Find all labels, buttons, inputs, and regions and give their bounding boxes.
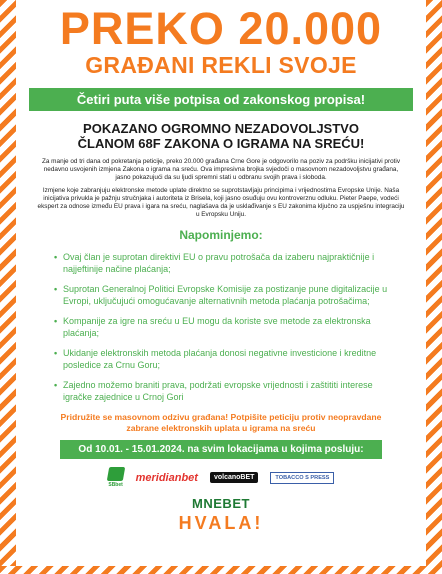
remarks-list-item: • Ovaj član je suprotan direktivi EU o pravu potrošača da izaberu najpraktičnije i najjeftinije načine plaćanja;	[54, 252, 394, 275]
call-to-action: Pridružite se masovnom odzivu građana! Potpišite peticiju protiv neopravdane zabrane elektronskih uplata u igrama na sreću	[60, 412, 382, 433]
meridianbet-logo: meridianbet	[135, 471, 198, 484]
sbbet-logo	[108, 467, 124, 488]
intro-title	[24, 121, 418, 151]
subheadline: GRAĐANI REKLI SVOJE	[85, 52, 357, 78]
poster-content	[24, 0, 418, 566]
intro-title-line1: POKAZANO OGROMNO NEZADOVOLJSTVO	[83, 121, 359, 136]
left-stripe-border	[0, 0, 16, 574]
remarks-list	[54, 252, 394, 403]
remarks-title: Napominjemo:	[179, 228, 263, 243]
remarks-list-item: • Zajedno možemo braniti prava, podržati evropske vrijednosti i zaštititi interese igračke zajednice u Crnoj Gori	[54, 380, 394, 403]
sbbet-logo-icon	[106, 467, 124, 481]
right-stripe-border	[426, 0, 442, 574]
remarks-list-item: • Suprotan Generalnoj Politici Evropske Komisije za postizanje pune digitalizacije u Evropi, uključujući omogućavanje alternativnih metoda plaćanja potrošačima;	[54, 284, 394, 307]
volcanobet-logo: volcanoBET	[210, 472, 258, 483]
thanks-text: HVALA!	[178, 513, 264, 534]
mnebet-logo: MNEBET	[192, 496, 250, 512]
headline: PREKO 20.000	[59, 3, 383, 54]
partner-logos	[24, 467, 418, 488]
tobacco-press-logo: TOBACCO S PRESS	[270, 472, 334, 484]
bottom-stripe-border	[0, 566, 442, 574]
intro-paragraph-2: Izmjene koje zabranjuju elektronske metode uplate direktno se suprotstavljaju principima i vrijednostima Evropske Unije. Naša inicijativa privukla je pažnju stručnjaka i autoriteta iz Brisela, koji jasno osuđuju ovu kontroverznu odluku. Pieter Paepe, vodeći ekspert za odnose između EU prava i igara na sreću, naglašava da je usklađivanje s EU zakonima ključno za uspješnu integraciju u Evropsku Uniju.	[37, 186, 405, 219]
date-banner: Od 10.01. - 15.01.2024. na svim lokacijama u kojima posluju:	[60, 440, 382, 459]
remarks-list-item: • Kompanije za igre na sreću u EU mogu da koriste sve metode za elektronska plaćanja;	[54, 316, 394, 339]
signature-banner: Četiri puta više potpisa od zakonskog propisa!	[29, 88, 413, 111]
intro-paragraph-1: Za manje od tri dana od pokretanja peticije, preko 20.000 građana Crne Gore je odgovorilo na poziv za podršku inicijativi protiv nedavno usvojenih izmjena Zakona o igrama na sreću. Ova impresivna brojka svjedoči o masovnom nezadovoljstvu građana, jasno pokazujući da su ljudi spremni stati u odbranu svojih prava i sloboda.	[41, 158, 401, 182]
remarks-list-item: • Ukidanje elektronskih metoda plaćanja donosi negativne investicione i kreditne posledice za Crnu Goru;	[54, 348, 394, 371]
sbbet-logo-text: SBbet	[108, 482, 123, 489]
intro-title-line2: ČLANOM 68F ZAKONA O IGRAMA NA SREĆU!	[77, 136, 365, 151]
